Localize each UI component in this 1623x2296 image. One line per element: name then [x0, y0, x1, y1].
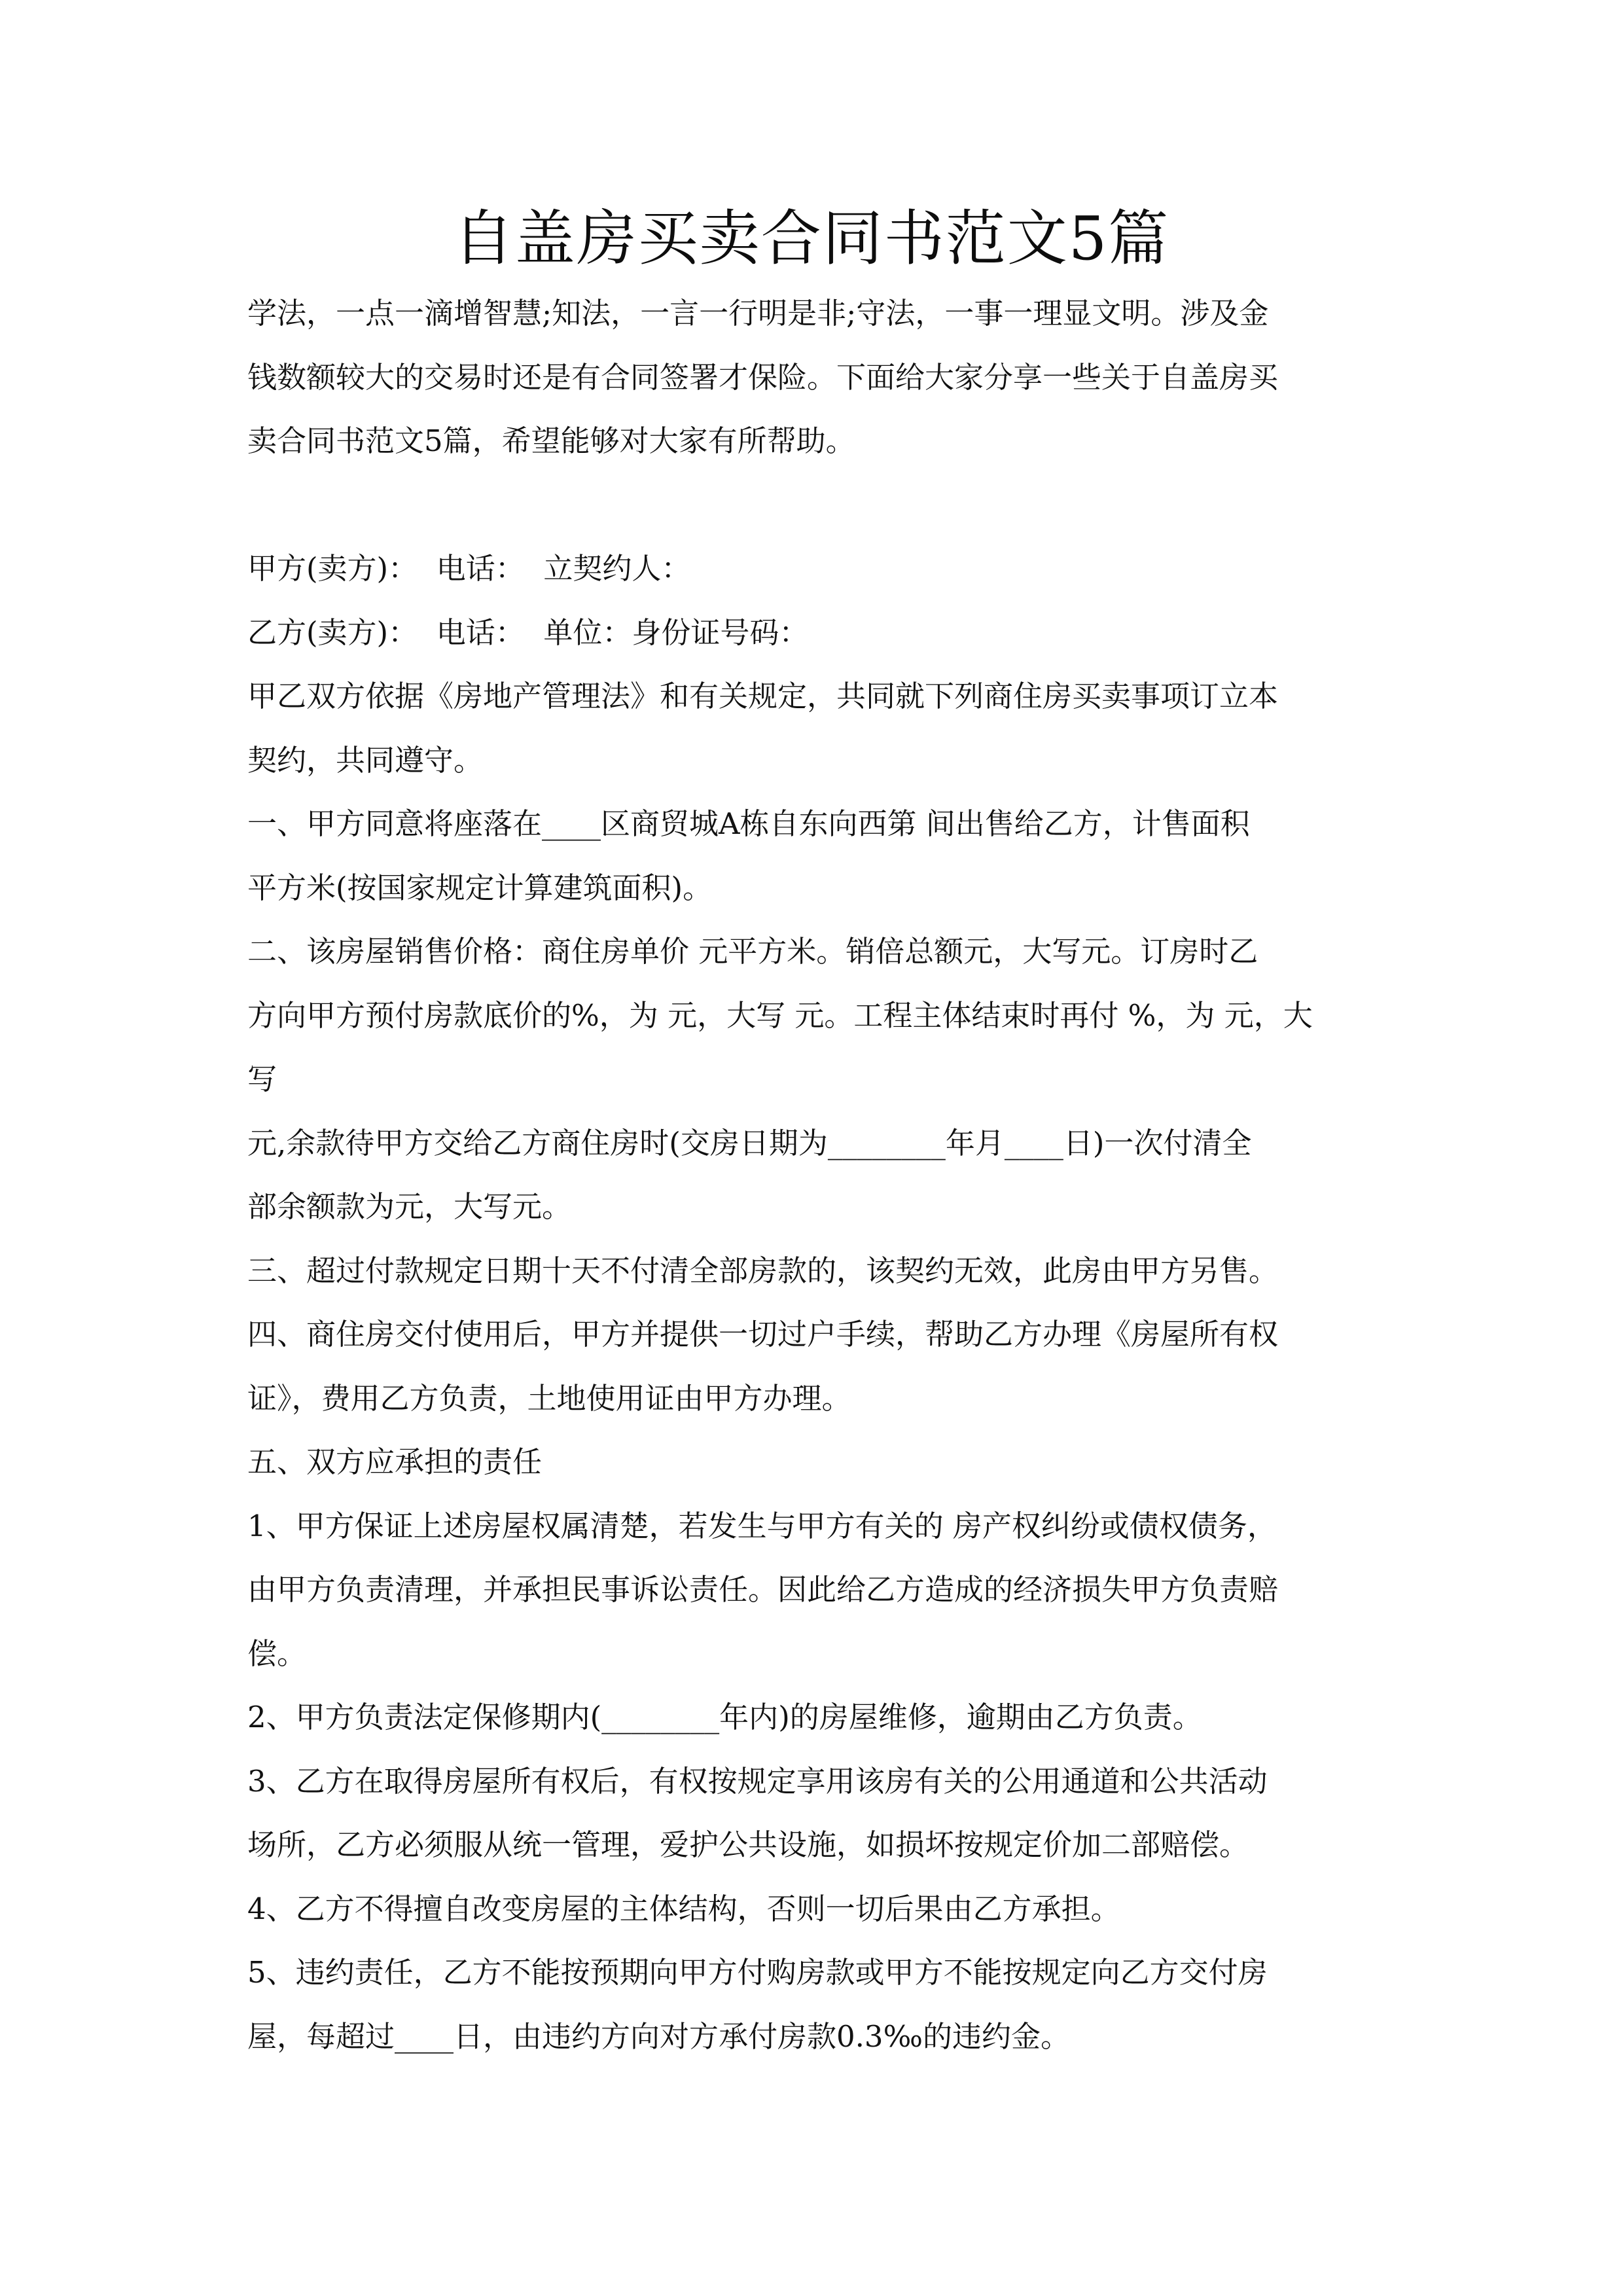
item-3-line: 场所，乙方必须服从统一管理，爱护公共设施，如损坏按规定价加二部赔偿。: [247, 1827, 1249, 1862]
clause-1-line: 平方米(按国家规定计算建筑面积)。: [247, 870, 713, 905]
clause-2-line: 二、该房屋销售价格：商住房单价 元平方米。销倍总额元，大写元。订房时乙: [247, 934, 1258, 969]
item-3-line: 3、乙方在取得房屋所有权后，有权按规定享用该房有关的公用通道和公共活动: [247, 1763, 1268, 1799]
clause-4-line: 四、商住房交付使用后，甲方并提供一切过户手续，帮助乙方办理《房屋所有权: [247, 1317, 1279, 1352]
item-5-line: 屋，每超过____日，由违约方向对方承付房款0.3‰的违约金。: [247, 2018, 1070, 2054]
paragraph-gap: [247, 473, 1412, 537]
document-title: 自盖房买卖合同书范文5篇: [453, 204, 1170, 274]
clause-5-heading: 五、双方应承担的责任: [247, 1444, 543, 1479]
item-1-line: 由甲方负责清理，并承担民事诉讼责任。因此给乙方造成的经济损失甲方负责赔: [247, 1572, 1279, 1607]
item-2-line: 2、甲方负责法定保修期内(________年内)的房屋维修，逾期由乙方负责。: [247, 1700, 1202, 1734]
intro-line: 钱数额较大的交易时还是有合同签署才保险。下面给大家分享一些关于自盖房买: [247, 359, 1279, 395]
clause-4-line: 证》，费用乙方负责，土地使用证由甲方办理。: [247, 1380, 851, 1416]
intro-line: 卖合同书范文5篇，希望能够对大家有所帮助。: [247, 423, 855, 458]
item-1-line: 1、甲方保证上述房屋权属清楚，若发生与甲方有关的 房产权纠纷或债权债务，: [247, 1508, 1277, 1543]
party-a-line: 甲方(卖方)： 电话： 立契约人：: [247, 551, 691, 586]
contract-line: 契约，共同遵守。: [247, 742, 484, 778]
item-4-line: 4、乙方不得擅自改变房屋的主体结构，否则一切后果由乙方承担。: [247, 1891, 1120, 1926]
clause-2-line: 方向甲方预付房款底价的%，为 元，大写 元。工程主体结束时再付 %，为 元，大: [247, 997, 1313, 1033]
clause-2-line: 部余额款为元，大写元。: [247, 1189, 572, 1224]
contract-line: 甲乙双方依据《房地产管理法》和有关规定，共同就下列商住房买卖事项订立本: [247, 679, 1279, 713]
clause-1-line: 一、甲方同意将座落在____区商贸城A栋自东向西第 间出售给乙方，计售面积: [247, 806, 1250, 841]
party-b-line: 乙方(卖方)： 电话： 单位：身份证号码：: [247, 615, 809, 650]
clause-2-line: 元,余款待甲方交给乙方商住房时(交房日期为________年月____日)一次付清全: [247, 1125, 1252, 1160]
clause-2-line: 写: [247, 1062, 277, 1096]
item-1-line: 偿。: [247, 1636, 307, 1671]
intro-line: 学法，一点一滴增智慧;知法，一言一行明是非;守法，一事一理显文明。涉及金: [247, 296, 1269, 331]
document-body: [247, 281, 1412, 2068]
clause-3-line: 三、超过付款规定日期十天不付清全部房款的，该契约无效，此房由甲方另售。: [247, 1253, 1279, 1288]
item-5-line: 5、违约责任，乙方不能按预期向甲方付购房款或甲方不能按规定向乙方交付房: [247, 1955, 1268, 1990]
